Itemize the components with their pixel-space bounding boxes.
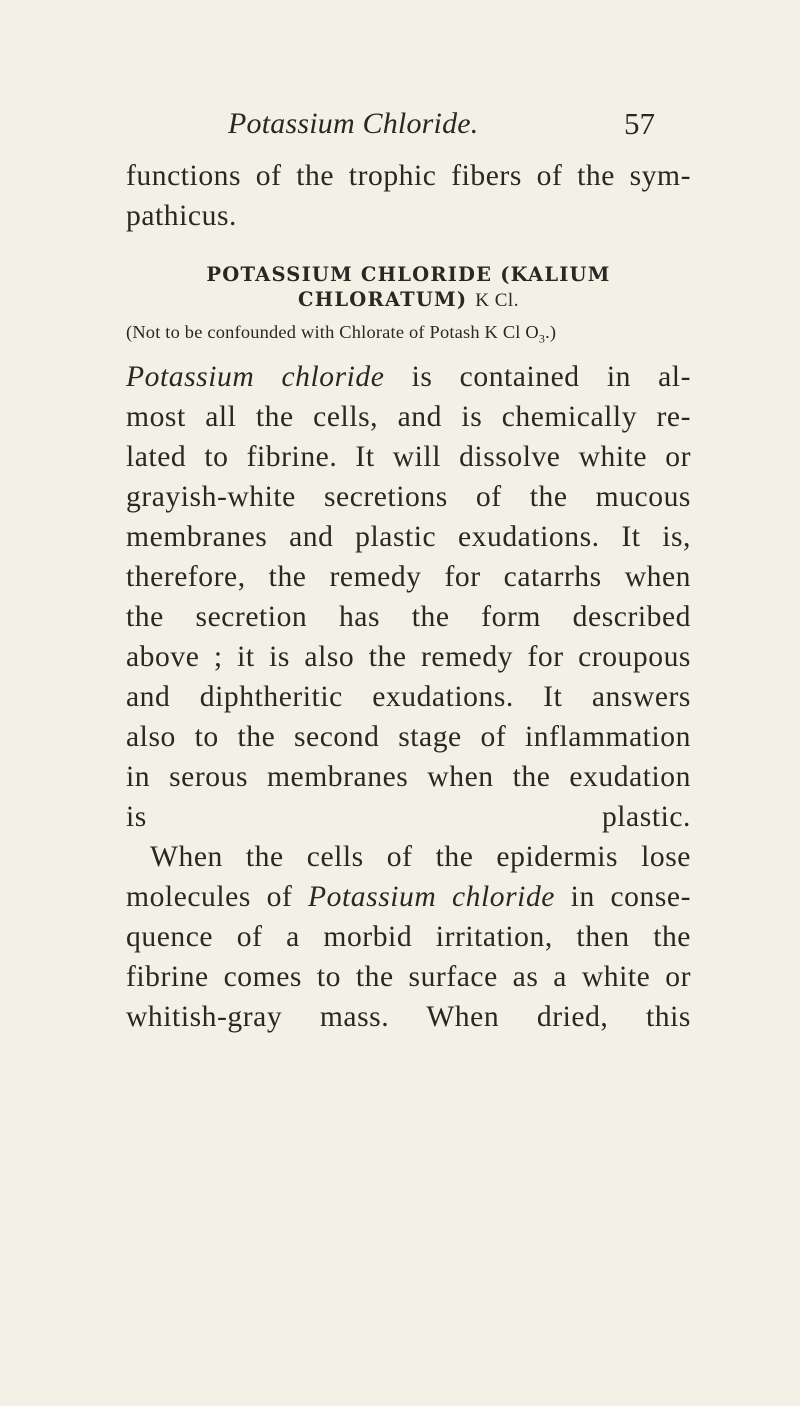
body-paragraph	[126, 837, 691, 1037]
chemical-formula: K Cl.	[475, 290, 519, 311]
text-line	[126, 357, 691, 397]
text-line	[126, 877, 691, 917]
section-heading-caps: CHLORATUM)	[298, 288, 468, 311]
note-close: .)	[545, 322, 557, 342]
text-line: When the cells of the epidermis lose	[150, 840, 691, 873]
section-heading-line	[126, 287, 691, 313]
section-heading-line: POTASSIUM CHLORIDE (KALIUM	[206, 263, 611, 286]
text-line: pathicus.	[126, 200, 237, 232]
text-line: membranes and plastic exudations. It is,	[126, 520, 691, 553]
page-number: 57	[624, 106, 655, 141]
italic-term: Potassium chloride	[308, 880, 555, 913]
text-line: grayish-white secretions of the mucous	[126, 480, 691, 513]
text-line: in serous membranes when the exudation	[126, 760, 691, 793]
text-run: molecules of	[126, 880, 309, 913]
running-title: Potassium Chloride.	[228, 107, 479, 140]
text-line: the secretion has the form described	[126, 600, 691, 633]
running-head	[228, 104, 668, 144]
note-subscript: 3	[538, 331, 546, 346]
section-note	[126, 320, 691, 351]
text-line: lated to fibrine. It will dissolve white or	[126, 440, 691, 473]
continuation-paragraph	[126, 156, 691, 236]
text-line: above ; it is also the remedy for croupous	[126, 640, 691, 673]
text-line: functions of the trophic fibers of the sym-	[126, 160, 691, 192]
text-line: most all the cells, and is chemically re-	[126, 400, 691, 433]
body-paragraph	[126, 357, 691, 837]
italic-term: Potassium chloride	[126, 360, 385, 393]
text-line: and diphtheritic exudations. It answers	[126, 680, 691, 713]
text-line: therefore, the remedy for catarrhs when	[126, 560, 691, 593]
text-line: fibrine comes to the surface as a white or	[126, 960, 691, 993]
text-line: also to the second stage of inflammation	[126, 720, 691, 753]
page-body	[126, 156, 691, 1037]
text-run: is contained in al-	[384, 360, 691, 393]
text-line: is plastic.	[126, 800, 691, 833]
section-heading	[126, 262, 691, 313]
note-text: (Not to be confounded with Chlorate of Potash K Cl O	[126, 322, 539, 342]
text-run: in conse-	[555, 880, 691, 913]
text-line: quence of a morbid irritation, then the	[126, 920, 691, 953]
text-line: whitish-gray mass. When dried, this	[126, 1000, 691, 1033]
